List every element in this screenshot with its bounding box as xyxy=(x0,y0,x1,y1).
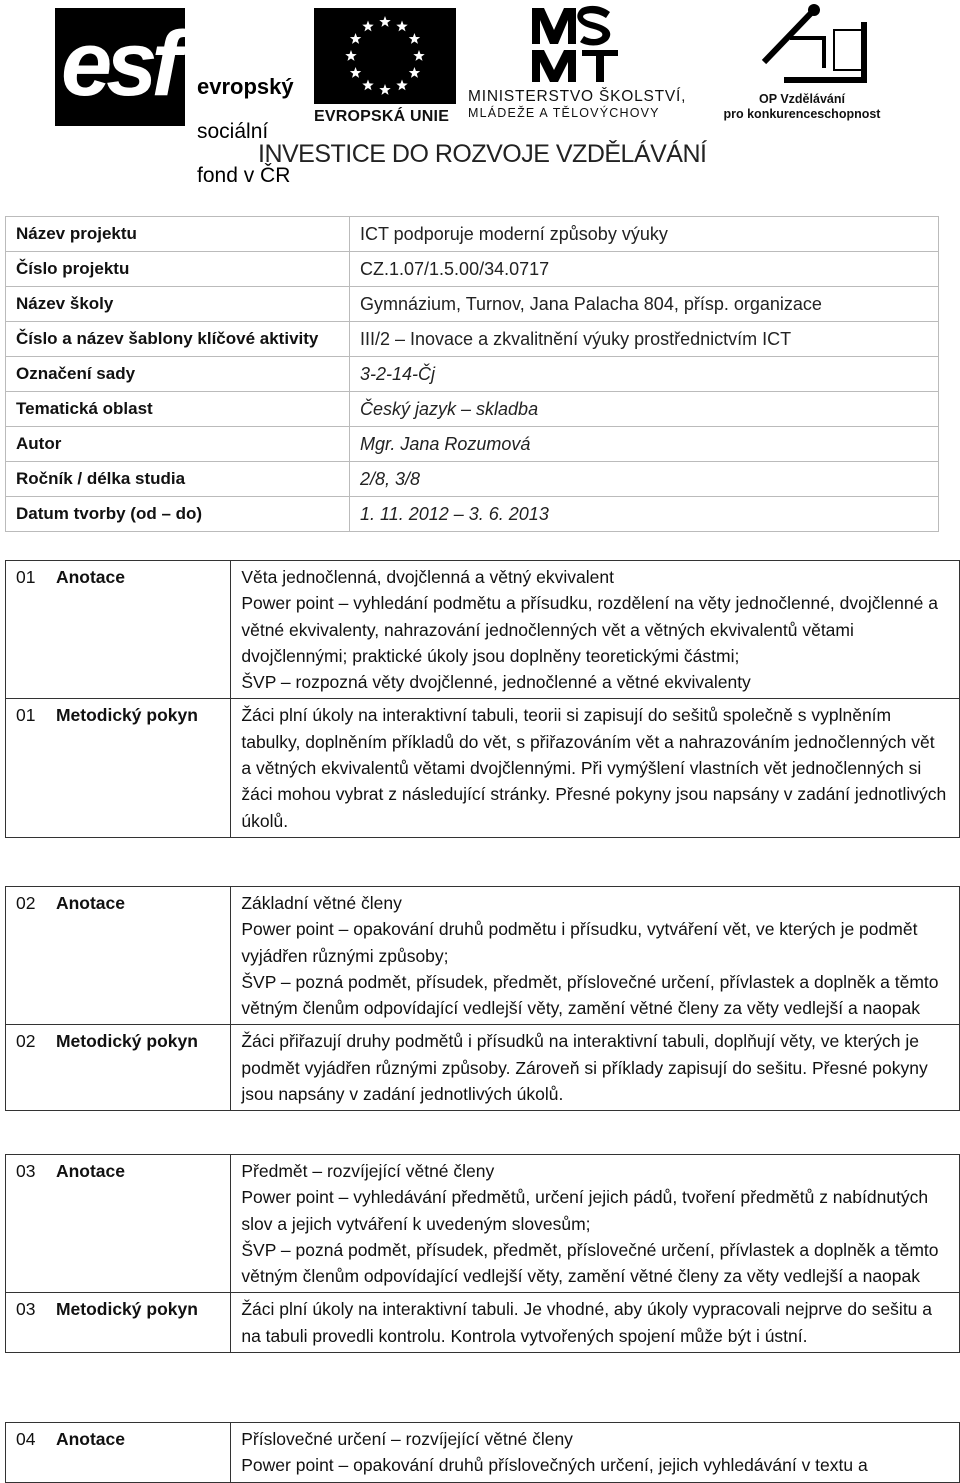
info-label: Číslo projektu xyxy=(6,252,350,287)
section-number: 01 xyxy=(6,561,44,699)
annotation-row xyxy=(6,561,960,699)
eu-flag-icon xyxy=(314,8,456,104)
method-note-row xyxy=(6,1025,960,1111)
info-row xyxy=(6,252,939,287)
logo-banner xyxy=(0,0,960,187)
investment-slogan: INVESTICE DO ROZVOJE VZDĚLÁVÁNÍ xyxy=(258,140,707,168)
info-label: Tematická oblast xyxy=(6,392,350,427)
annotation-paragraph: ŠVP – pozná podmět, přísudek, předmět, příslovečné určení, přívlastek a doplněk a těmto větným členům odpovídající vedlejší věty, zamění větné členy za věty vedlejší a naopak xyxy=(241,971,939,1019)
section-number: 01 xyxy=(6,699,44,837)
annotation-row xyxy=(6,1423,960,1483)
info-row xyxy=(6,497,939,532)
method-note-label: Metodický pokyn xyxy=(44,699,231,837)
op-label: OP Vzdělávání pro konkurenceschopnost xyxy=(723,92,881,121)
info-value: 3-2-14-Čj xyxy=(350,357,939,392)
section-number: 04 xyxy=(6,1423,44,1483)
section-number: 03 xyxy=(6,1293,44,1353)
info-label: Datum tvorby (od – do) xyxy=(6,497,350,532)
annotation-row xyxy=(6,887,960,1025)
op-emblem-icon xyxy=(754,2,872,90)
annotation-paragraph: Předmět – rozvíjející větné členy xyxy=(241,1161,495,1181)
info-row xyxy=(6,427,939,462)
eu-logo xyxy=(314,8,456,126)
annotation-text xyxy=(231,1423,960,1483)
annotation-row xyxy=(6,1155,960,1293)
info-row xyxy=(6,217,939,252)
info-value: 1. 11. 2012 – 3. 6. 2013 xyxy=(350,497,939,532)
annotation-text xyxy=(231,1155,960,1293)
annotation-paragraph: Power point – opakování druhů příslovečných určení, jejich vyhledávání v textu a xyxy=(241,1455,868,1476)
info-label: Označení sady xyxy=(6,357,350,392)
info-value: Český jazyk – skladba xyxy=(350,392,939,427)
info-value: ICT podporuje moderní způsoby výuky xyxy=(350,217,939,252)
annotation-paragraph: ŠVP – pozná podmět, přísudek, předmět, příslovečné určení, přívlastek a doplněk a těmto větným členům odpovídající vedlejší věty, zamění větné členy za věty vedlejší a naopak xyxy=(241,1239,939,1287)
info-label: Ročník / délka studia xyxy=(6,462,350,497)
msmt-logo xyxy=(468,0,718,125)
info-value: III/2 – Inovace a zkvalitnění výuky prostřednictvím ICT xyxy=(350,322,939,357)
msmt-label: MINISTERSTVO ŠKOLSTVÍ, MLÁDEŽE A TĚLOVÝCHOVY xyxy=(468,88,687,120)
info-row xyxy=(6,462,939,497)
annotation-paragraph: Power point – opakování druhů podmětu i přísudku, vytváření vět, ve kterých je podmět vyjádřen různými způsoby; xyxy=(241,919,918,966)
section-number: 02 xyxy=(6,887,44,1025)
annotation-label: Anotace xyxy=(44,1423,231,1483)
method-note-label: Metodický pokyn xyxy=(44,1025,231,1111)
eu-label: EVROPSKÁ UNIE xyxy=(314,108,450,125)
annotation-label: Anotace xyxy=(44,887,231,1025)
esf-mark: esf xyxy=(55,8,185,126)
section-table-02 xyxy=(5,886,960,1111)
annotation-paragraph: Power point – vyhledání podmětu a přísudku, rozdělení na věty jednočlenné, dvojčlenné a větné ekvivalenty, nahrazování jednočlenných vět a větných ekvivalentů větami dvojčlennými; praktické úkoly jsou doplněny teoretickými částmi; xyxy=(241,593,938,666)
method-note-row xyxy=(6,699,960,837)
method-note-text xyxy=(231,699,960,837)
method-note-paragraph: Žáci plní úkoly na interaktivní tabuli, teorii si zapisují do sešitů společně s vyplněním tabulky, doplněním příkladů do vět, s přiřazováním vět a nahrazováním jednočlenných vět a větných ekvivalentů větami dvojčlennými. Při vymýšlení vlastních vět jednočlenných si žáci mohou vybrat z následující stránky. Přesné pokyny jsou napsány v zadání jednotlivých úkolů. xyxy=(241,705,947,831)
msmt-emblem-icon xyxy=(530,4,620,84)
section-number: 02 xyxy=(6,1025,44,1111)
info-value: CZ.1.07/1.5.00/34.0717 xyxy=(350,252,939,287)
section-number: 03 xyxy=(6,1155,44,1293)
esf-wordmark: evropský sociální fond v ČR xyxy=(197,74,294,187)
method-note-paragraph: Žáci plní úkoly na interaktivní tabuli. Je vhodné, aby úkoly vypracovali nejprve do sešitu a na tabuli provedli kontrolu. Kontrola vytvořených spojení může být i ústní. xyxy=(241,1299,933,1346)
method-note-paragraph: Žáci přiřazují druhy podmětů i přísudků na interaktivní tabuli, doplňují věty, ve kterých je podmět vyjádřen různými způsoby. Zároveň si příklady zapisují do sešitu. Přesné pokyny jsou napsány v zadání jednotlivých úkolů. xyxy=(241,1031,928,1105)
esf-logo xyxy=(55,8,305,187)
annotation-label: Anotace xyxy=(44,561,231,699)
annotation-text xyxy=(231,887,960,1025)
info-label: Název školy xyxy=(6,287,350,322)
annotation-paragraph: Power point – vyhledávání předmětů, určení jejich pádů, tvoření předmětů z nabídnutých slov a jejich vytváření k uvedeným slovesům; xyxy=(241,1187,929,1234)
info-row xyxy=(6,287,939,322)
section-table-04 xyxy=(5,1422,960,1483)
info-row xyxy=(6,322,939,357)
section-table-03 xyxy=(5,1154,960,1353)
annotation-paragraph: Základní větné členy xyxy=(241,893,402,913)
info-label: Autor xyxy=(6,427,350,462)
project-info-table xyxy=(5,216,939,532)
info-value: Mgr. Jana Rozumová xyxy=(350,427,939,462)
info-value: Gymnázium, Turnov, Jana Palacha 804, přísp. organizace xyxy=(350,287,939,322)
method-note-text xyxy=(231,1293,960,1353)
annotation-paragraph: ŠVP – rozpozná věty dvojčlenné, jednočlenné a větné ekvivalenty xyxy=(241,672,751,693)
op-logo xyxy=(722,0,882,125)
annotation-paragraph: Věta jednočlenná, dvojčlenná a větný ekvivalent xyxy=(241,567,614,587)
annotation-text xyxy=(231,561,960,699)
annotation-paragraph: Příslovečné určení – rozvíjející větné členy xyxy=(241,1429,573,1449)
info-label: Název projektu xyxy=(6,217,350,252)
annotation-label: Anotace xyxy=(44,1155,231,1293)
info-row xyxy=(6,392,939,427)
info-row xyxy=(6,357,939,392)
method-note-label: Metodický pokyn xyxy=(44,1293,231,1353)
method-note-text xyxy=(231,1025,960,1111)
info-value: 2/8, 3/8 xyxy=(350,462,939,497)
info-label: Číslo a název šablony klíčové aktivity xyxy=(6,322,350,357)
section-table-01 xyxy=(5,560,960,838)
method-note-row xyxy=(6,1293,960,1353)
